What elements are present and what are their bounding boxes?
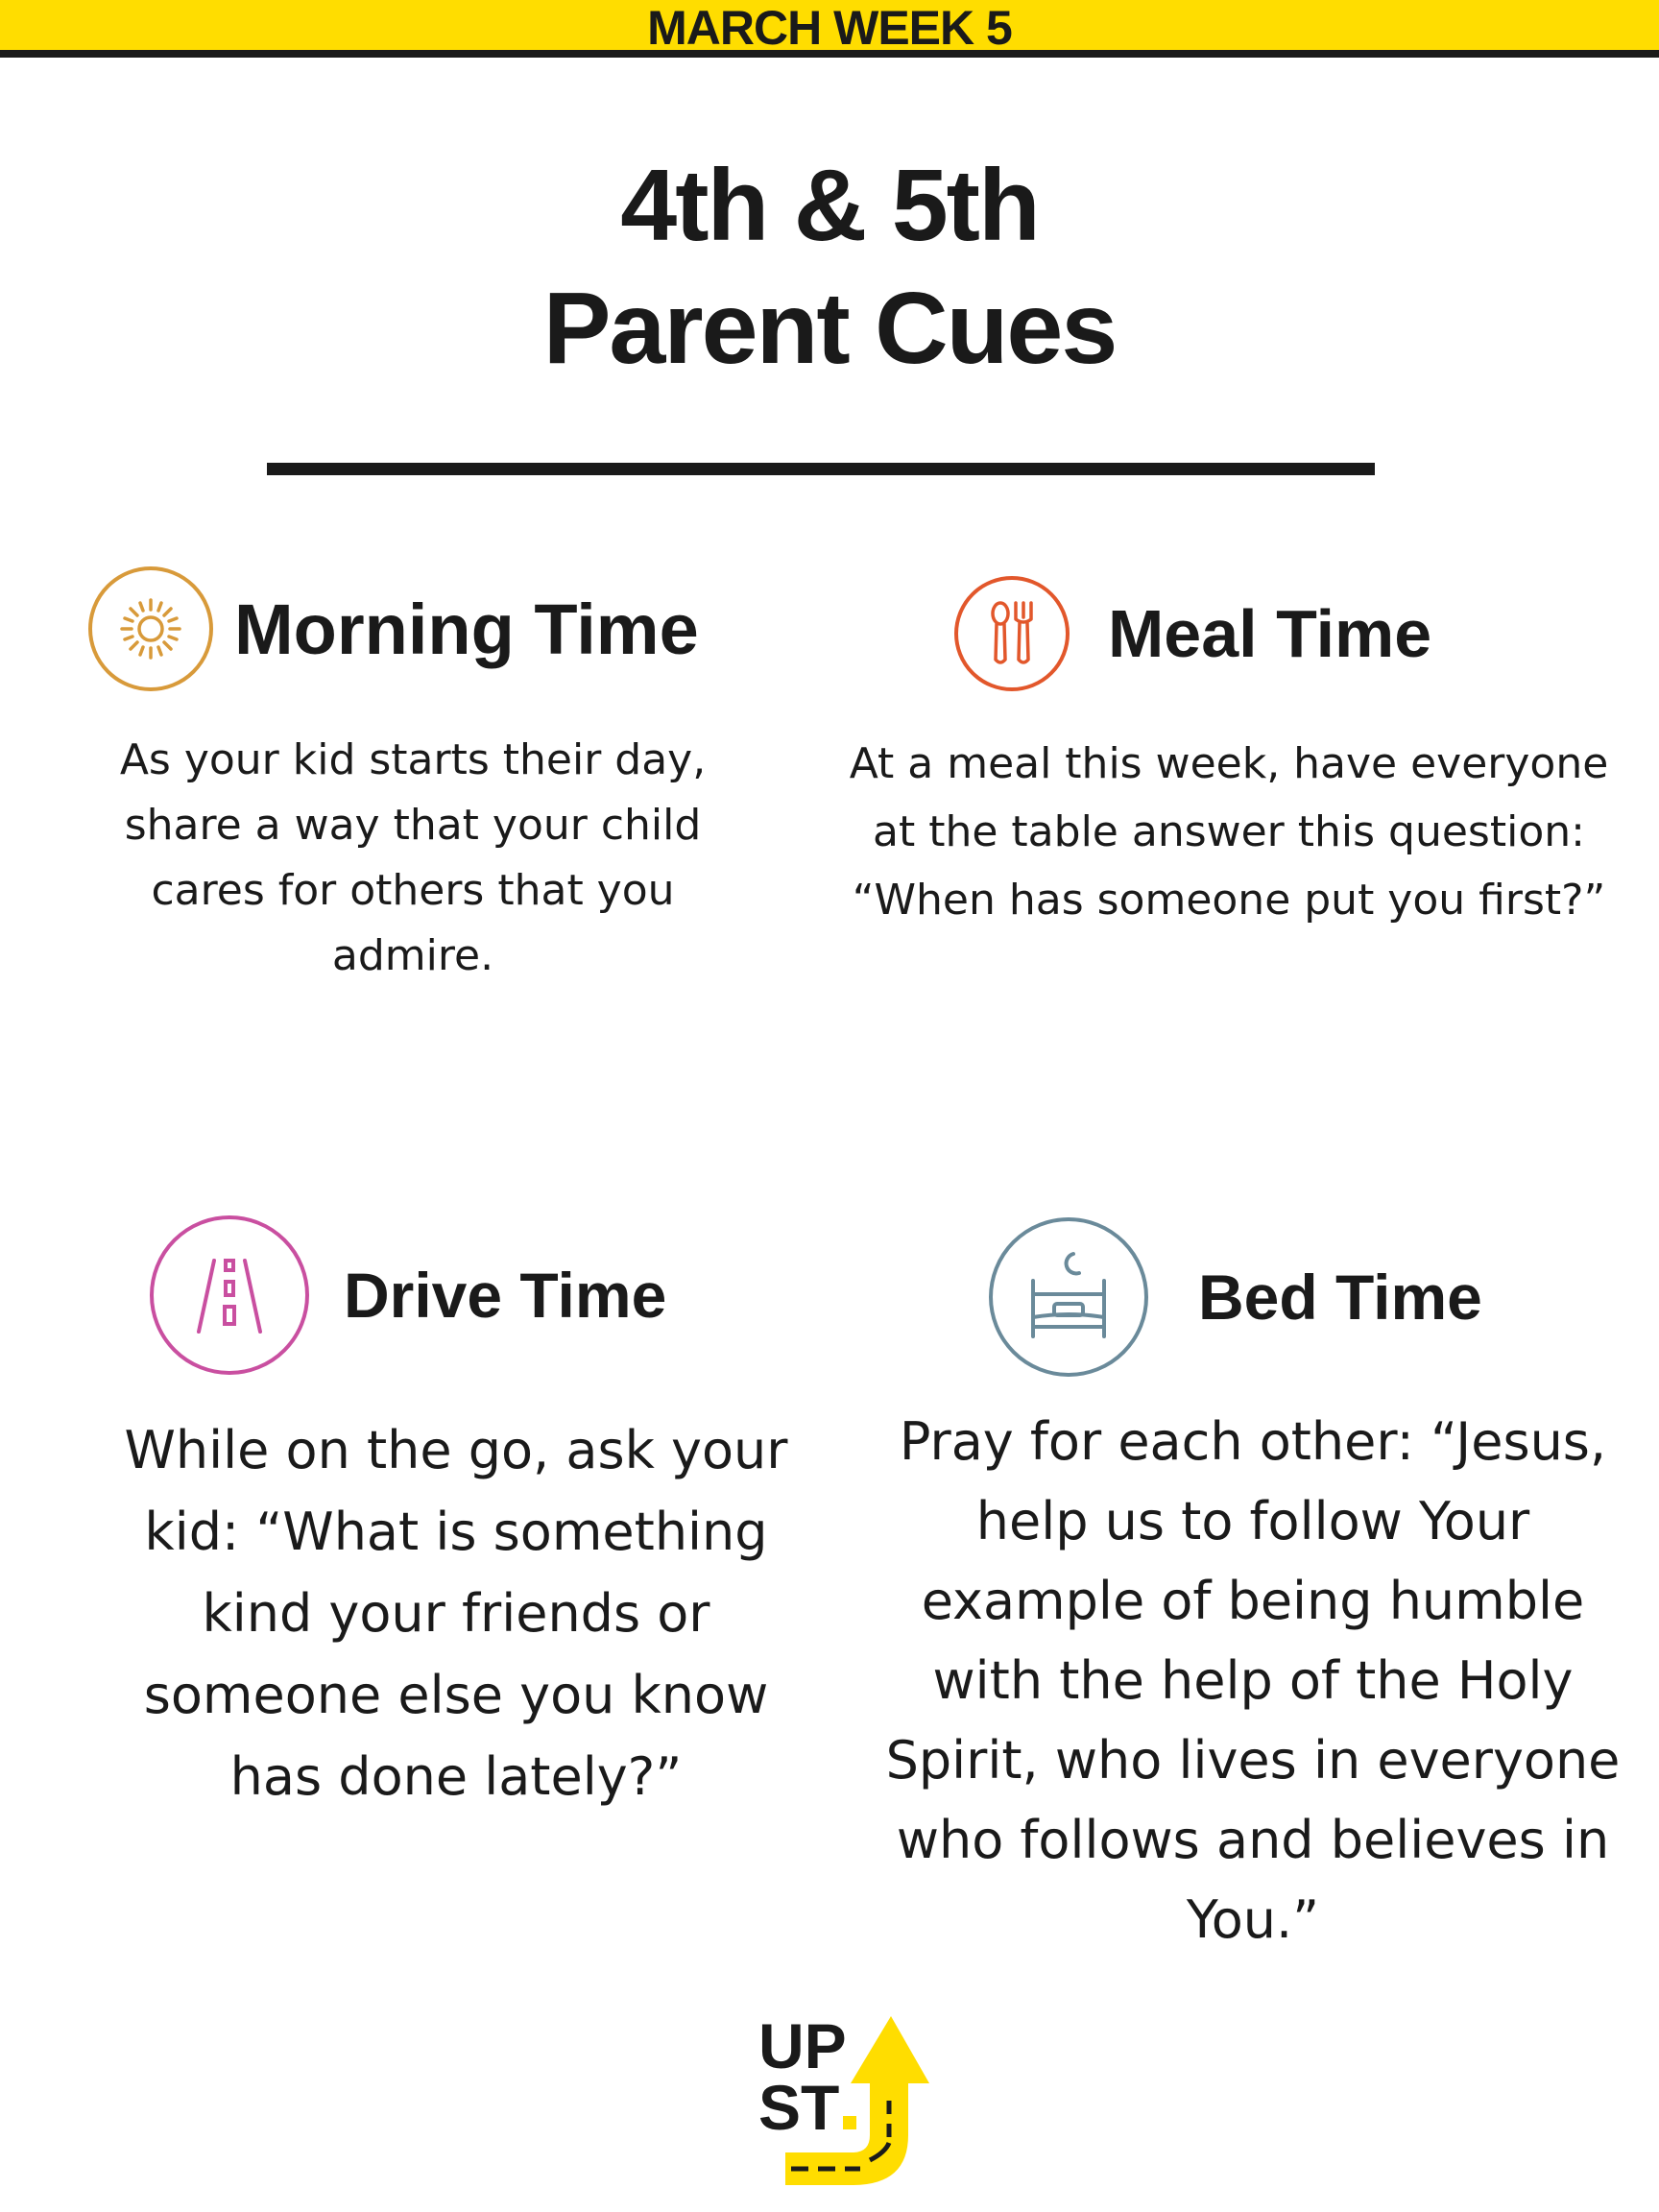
drive-line: kind your friends or bbox=[202, 1583, 710, 1644]
bed-line: You.” bbox=[1186, 1889, 1320, 1950]
morning-line: cares for others that you bbox=[151, 866, 675, 915]
sun-icon bbox=[88, 566, 213, 691]
bed-line: help us to follow Your bbox=[975, 1491, 1530, 1551]
upstreet-logo bbox=[757, 2008, 929, 2185]
morning-line: As your kid starts their day, bbox=[119, 735, 707, 784]
drive-line: someone else you know bbox=[143, 1665, 769, 1725]
top-banner bbox=[0, 0, 1659, 58]
bed-line: who follows and believes in bbox=[896, 1810, 1610, 1870]
page-title bbox=[0, 144, 1659, 390]
drive-time-title: Drive Time bbox=[344, 1260, 667, 1331]
morning-line: share a way that your child bbox=[124, 801, 702, 850]
drive-line: While on the go, ask your bbox=[124, 1420, 788, 1480]
meal-line: At a meal this week, have everyone bbox=[849, 739, 1609, 788]
morning-line: admire. bbox=[331, 931, 494, 980]
bed-time-header bbox=[989, 1217, 1482, 1377]
drive-time-text bbox=[106, 1409, 806, 1817]
logo-text-up: UP bbox=[758, 2010, 847, 2081]
utensils-icon bbox=[954, 576, 1070, 691]
bed-line: with the help of the Holy bbox=[932, 1650, 1574, 1711]
morning-time-text bbox=[106, 728, 720, 989]
page-title-line-2: Parent Cues bbox=[542, 272, 1117, 385]
road-icon bbox=[150, 1215, 309, 1375]
bed-line: Pray for each other: “Jesus, bbox=[899, 1411, 1607, 1472]
drive-time-header bbox=[150, 1215, 666, 1375]
bed-line: example of being humble bbox=[921, 1571, 1585, 1631]
bed-time-text bbox=[869, 1402, 1637, 1960]
banner-label: MARCH WEEK 5 bbox=[647, 1, 1012, 55]
title-divider bbox=[267, 463, 1375, 475]
meal-time-text bbox=[835, 730, 1623, 934]
drive-line: has done lately?” bbox=[229, 1746, 683, 1807]
bed-time-title: Bed Time bbox=[1198, 1262, 1482, 1333]
bed-line: Spirit, who lives in everyone bbox=[885, 1730, 1621, 1791]
morning-time-header bbox=[88, 566, 699, 691]
logo-text-st: ST bbox=[758, 2072, 840, 2143]
page-title-line-1: 4th & 5th bbox=[620, 149, 1039, 262]
morning-time-title: Morning Time bbox=[234, 589, 699, 669]
meal-time-title: Meal Time bbox=[1108, 596, 1432, 671]
drive-line: kid: “What is something bbox=[144, 1502, 768, 1562]
meal-line: “When has someone put you first?” bbox=[852, 876, 1606, 925]
meal-line: at the table answer this question: bbox=[873, 807, 1585, 856]
bed-moon-icon bbox=[989, 1217, 1148, 1377]
meal-time-header bbox=[954, 576, 1431, 691]
